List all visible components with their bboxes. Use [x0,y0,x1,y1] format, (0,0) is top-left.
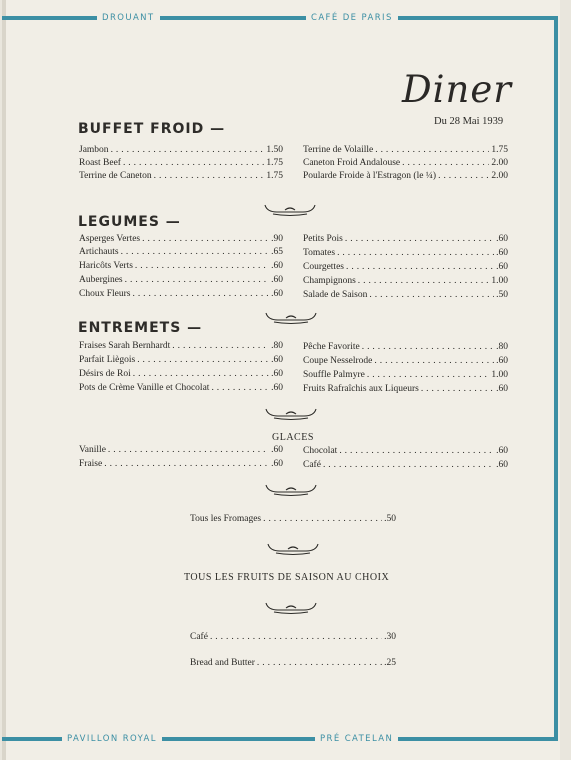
frame-top-border [2,16,558,20]
menu-item [303,170,508,183]
fruits-line: TOUS LES FRUITS DE SAISON AU CHOIX [184,572,390,583]
menu-item [79,288,283,301]
item-name: Coupe Nesselrode [303,356,373,366]
item-name: Désirs de Roi [79,369,131,379]
menu-item [303,247,508,260]
section-heading-entremets: ENTREMETS — [78,320,203,336]
item-price: 1.00 [491,276,508,286]
item-price: .60 [271,355,283,365]
item-name: Chocolat [303,446,338,456]
item-price: 2.00 [491,171,508,181]
item-price: .65 [271,247,283,257]
item-price: .60 [271,459,283,469]
item-price: .60 [271,275,283,285]
menu-item [303,261,508,274]
item-price: .30 [384,632,396,642]
item-name: Champignons [303,276,356,286]
menu-item-fromages [190,513,396,526]
menu-item [303,383,508,396]
item-name: Aubergines [79,275,123,285]
item-name: Terrine de Caneton [79,171,152,181]
item-name: Souffle Palmyre [303,370,365,380]
item-name: Roast Beef [79,158,121,168]
item-price: .50 [384,514,396,524]
menu-item [79,233,283,246]
menu-item [79,170,283,183]
item-price: .60 [496,248,508,258]
item-name: Jambon [79,145,109,155]
menu-item [303,233,508,246]
menu-item [79,260,283,273]
item-price: .90 [271,234,283,244]
item-price: .60 [496,356,508,366]
frame-label-top-left: DROUANT [97,13,160,23]
menu-item-bread [190,657,396,670]
page-edge [2,0,6,760]
menu-item [303,157,508,170]
menu-item [303,459,508,472]
item-name: Courgettes [303,262,344,272]
item-price: .60 [271,289,283,299]
item-price: .80 [271,341,283,351]
item-name: Café [190,632,208,642]
item-price: 1.50 [266,145,283,155]
item-price: 1.00 [491,370,508,380]
menu-item [303,445,508,458]
ornament-divider [264,481,318,497]
ornament-divider [263,201,317,217]
frame-label-bottom-left: PAVILLON ROYAL [62,734,162,744]
item-price: .60 [496,446,508,456]
menu-item [303,355,508,368]
section-heading-legumes: LEGUMES — [78,214,181,230]
frame-label-top-right: CAFÉ DE PARIS [306,13,398,23]
menu-item [79,144,283,157]
item-name: Fruits Rafraîchis aux Liqueurs [303,384,419,394]
item-name: Fraise [79,459,103,469]
menu-item [79,246,283,259]
item-name: Pots de Crème Vanille et Chocolat [79,383,210,393]
item-name: Tomates [303,248,336,258]
menu-item [79,458,283,471]
menu-item-cafe [190,631,396,644]
item-name: Caneton Froid Andalouse [303,158,401,168]
frame-right-border [554,16,558,741]
section-heading-glaces: GLACES [272,432,314,443]
menu-item [79,157,283,170]
menu-item [79,340,283,353]
ornament-divider [266,540,320,556]
item-name: Haricôts Verts [79,261,133,271]
menu-item [303,369,508,382]
menu-item [79,382,283,395]
menu-item [79,444,283,457]
item-price: 2.00 [491,158,508,168]
item-price: .50 [496,290,508,300]
ornament-divider [264,405,318,421]
section-heading-buffet: BUFFET FROID — [78,121,226,137]
item-price: .60 [271,261,283,271]
frame-label-bottom-right: PRÉ CATELAN [315,734,398,744]
item-price: 1.75 [491,145,508,155]
menu-title: Diner [402,68,512,111]
item-name: Choux Fleurs [79,289,131,299]
item-price: .25 [384,658,396,668]
menu-item [303,144,508,157]
menu-date: Du 28 Mai 1939 [434,116,504,127]
item-name: Poularde Froide à l'Estragon (le ¼) [303,171,437,181]
item-name: Salade de Saison [303,290,368,300]
menu-item [79,274,283,287]
item-name: Tous les Fromages [190,514,262,524]
menu-item [79,354,283,367]
item-price: .60 [271,383,283,393]
item-price: 1.75 [266,171,283,181]
menu-item [303,289,508,302]
item-name: Terrine de Volaille [303,145,374,155]
menu-page [2,0,560,760]
item-name: Bread and Butter [190,658,255,668]
item-price: .60 [271,445,283,455]
item-price: .60 [496,460,508,470]
item-name: Vanille [79,445,106,455]
item-name: Petits Pois [303,234,343,244]
item-price: .60 [496,234,508,244]
item-price: .80 [496,342,508,352]
item-name: Parfait Liègois [79,355,136,365]
ornament-divider [264,309,318,325]
item-name: Artichauts [79,247,119,257]
item-name: Fraises Sarah Bernhardt [79,341,171,351]
item-name: Café [303,460,321,470]
item-price: .60 [496,384,508,394]
menu-item [303,275,508,288]
ornament-divider [264,599,318,615]
item-name: Asperges Vertes [79,234,141,244]
item-name: Pêche Favorite [303,342,360,352]
item-price: .60 [271,369,283,379]
item-price: .60 [496,262,508,272]
menu-item [303,341,508,354]
menu-item [79,368,283,381]
item-price: 1.75 [266,158,283,168]
